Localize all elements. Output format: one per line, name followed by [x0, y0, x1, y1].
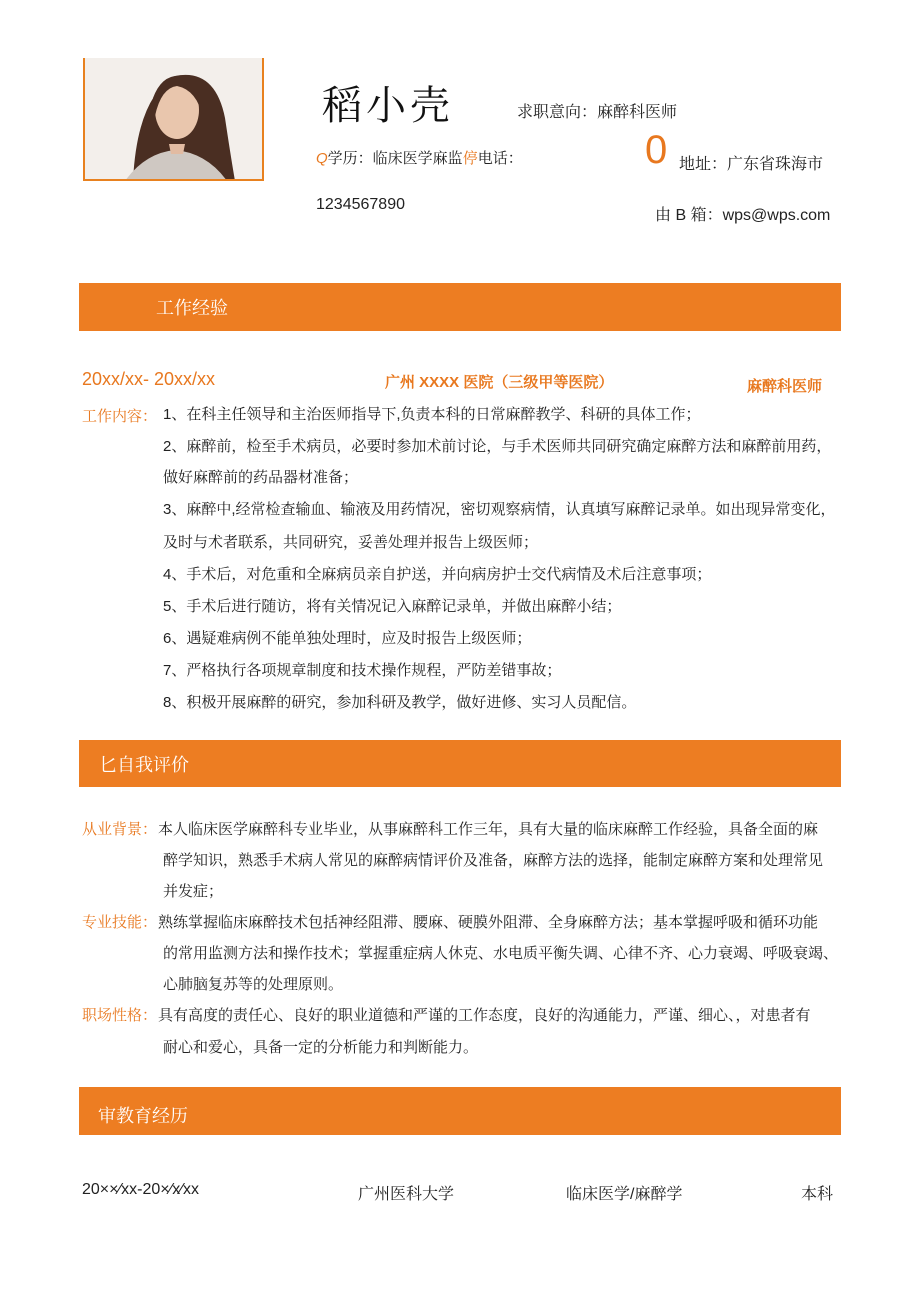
duty-line: 做好麻醉前的药品器材准备；	[163, 469, 359, 486]
work-role: 麻醉科医师	[747, 378, 823, 395]
zero-glyph: 0	[645, 128, 668, 172]
phone-label: 电话：	[477, 150, 523, 167]
duty-line: 6、遇疑难病例不能单独处理时，应及时报告上级医师；	[163, 630, 532, 647]
edu-mark: 停	[462, 150, 478, 167]
address: 地址：广东省珠海市	[679, 156, 824, 173]
edu-degree: 本科	[801, 1186, 834, 1203]
duty-line: 及时与术者联系，共同研究，妥善处理并报告上级医师；	[163, 534, 539, 551]
profile-photo	[83, 58, 264, 181]
section-title-education: 审教育经历	[98, 1106, 188, 1126]
eval-text: 具有高度的责任心、良好的职业道德和严谨的工作态度，良好的沟通能力，严谨、细心、，对患者有	[158, 1007, 811, 1024]
edu-text-a: 学历：临床医学麻监	[327, 150, 463, 167]
education-phone-line	[316, 147, 523, 168]
eval-text: 醉学知识，熟悉手术病人常见的麻醉病情评价及准备，麻醉方法的选择，能制定麻醉方案和处理常见	[163, 852, 824, 869]
edu-school: 广州医科大学	[358, 1186, 455, 1203]
section-header-evaluation	[79, 740, 841, 787]
email: 由 B 箱：wps@wps.com	[655, 207, 831, 224]
eval-label-personality: 职场性格：	[82, 1007, 158, 1024]
edu-date: 20××⁄xx-20×⁄x⁄xx	[82, 1181, 199, 1198]
eval-label-background: 从业背景：	[82, 821, 158, 838]
duty-line: 1、在科主任领导和主治医师指导下,负责本科的日常麻醉教学、科研的具体工作；	[163, 406, 701, 423]
section-header-education	[79, 1087, 841, 1135]
portrait-image	[85, 58, 264, 181]
q-icon: Q	[316, 150, 328, 167]
work-date: 20xx/xx- 20xx/xx	[82, 369, 216, 389]
job-intent: 求职意向：麻醉科医师	[517, 104, 678, 121]
section-header-work	[79, 283, 841, 331]
duty-line: 8、积极开展麻醉的研究，参加科研及教学，做好进修、实习人员配信。	[163, 694, 637, 711]
section-title-work: 工作经验	[156, 298, 228, 318]
duty-line: 2、麻醉前，检至手术病员，必要时参加术前讨论，与手术医师共同研究确定麻醉方法和麻醉前用药，	[163, 438, 832, 455]
work-content-label: 工作内容：	[82, 408, 158, 425]
candidate-name: 稻小壳	[322, 84, 454, 128]
section-title-evaluation: 匕自我评价	[99, 755, 189, 775]
eval-text: 并发症；	[163, 883, 224, 900]
eval-text: 熟练掌握临床麻醉技术包括神经阻滞、腰麻、硬膜外阻滞、全身麻醉方法；基本掌握呼吸和循环功能	[158, 914, 819, 931]
duty-line: 5、手术后进行随访，将有关情况记入麻醉记录单，并做出麻醉小结；	[163, 598, 622, 615]
eval-label-skills: 专业技能：	[82, 914, 158, 931]
eval-text: 心肺脑复苏等的处理原则。	[163, 976, 344, 993]
duty-line: 7、严格执行各项规章制度和技术操作规程，严防差错事故；	[163, 662, 562, 679]
duty-line: 3、麻醉中,经常检查输血、输液及用药情况，密切观察病情，认真填写麻醉记录单。如出现异常变化，	[163, 501, 836, 518]
edu-major: 临床医学/麻醉学	[566, 1186, 683, 1203]
phone-number: 1234567890	[316, 196, 405, 213]
eval-text: 的常用监测方法和操作技术；掌握重症病人休克、水电质平衡失调、心律不齐、心力衰竭、呼吸衰竭、	[163, 945, 839, 962]
duty-line: 4、手术后，对危重和全麻病员亲自护送，并向病房护士交代病情及术后注意事项；	[163, 566, 712, 583]
eval-text: 本人临床医学麻醉科专业毕业，从事麻醉科工作三年，具有大量的临床麻醉工作经验，具备全面的麻	[158, 821, 819, 838]
work-hospital: 广州 XXXX 医院（三级甲等医院）	[385, 374, 614, 391]
eval-text: 耐心和爱心，具备一定的分析能力和判断能力。	[163, 1039, 479, 1056]
